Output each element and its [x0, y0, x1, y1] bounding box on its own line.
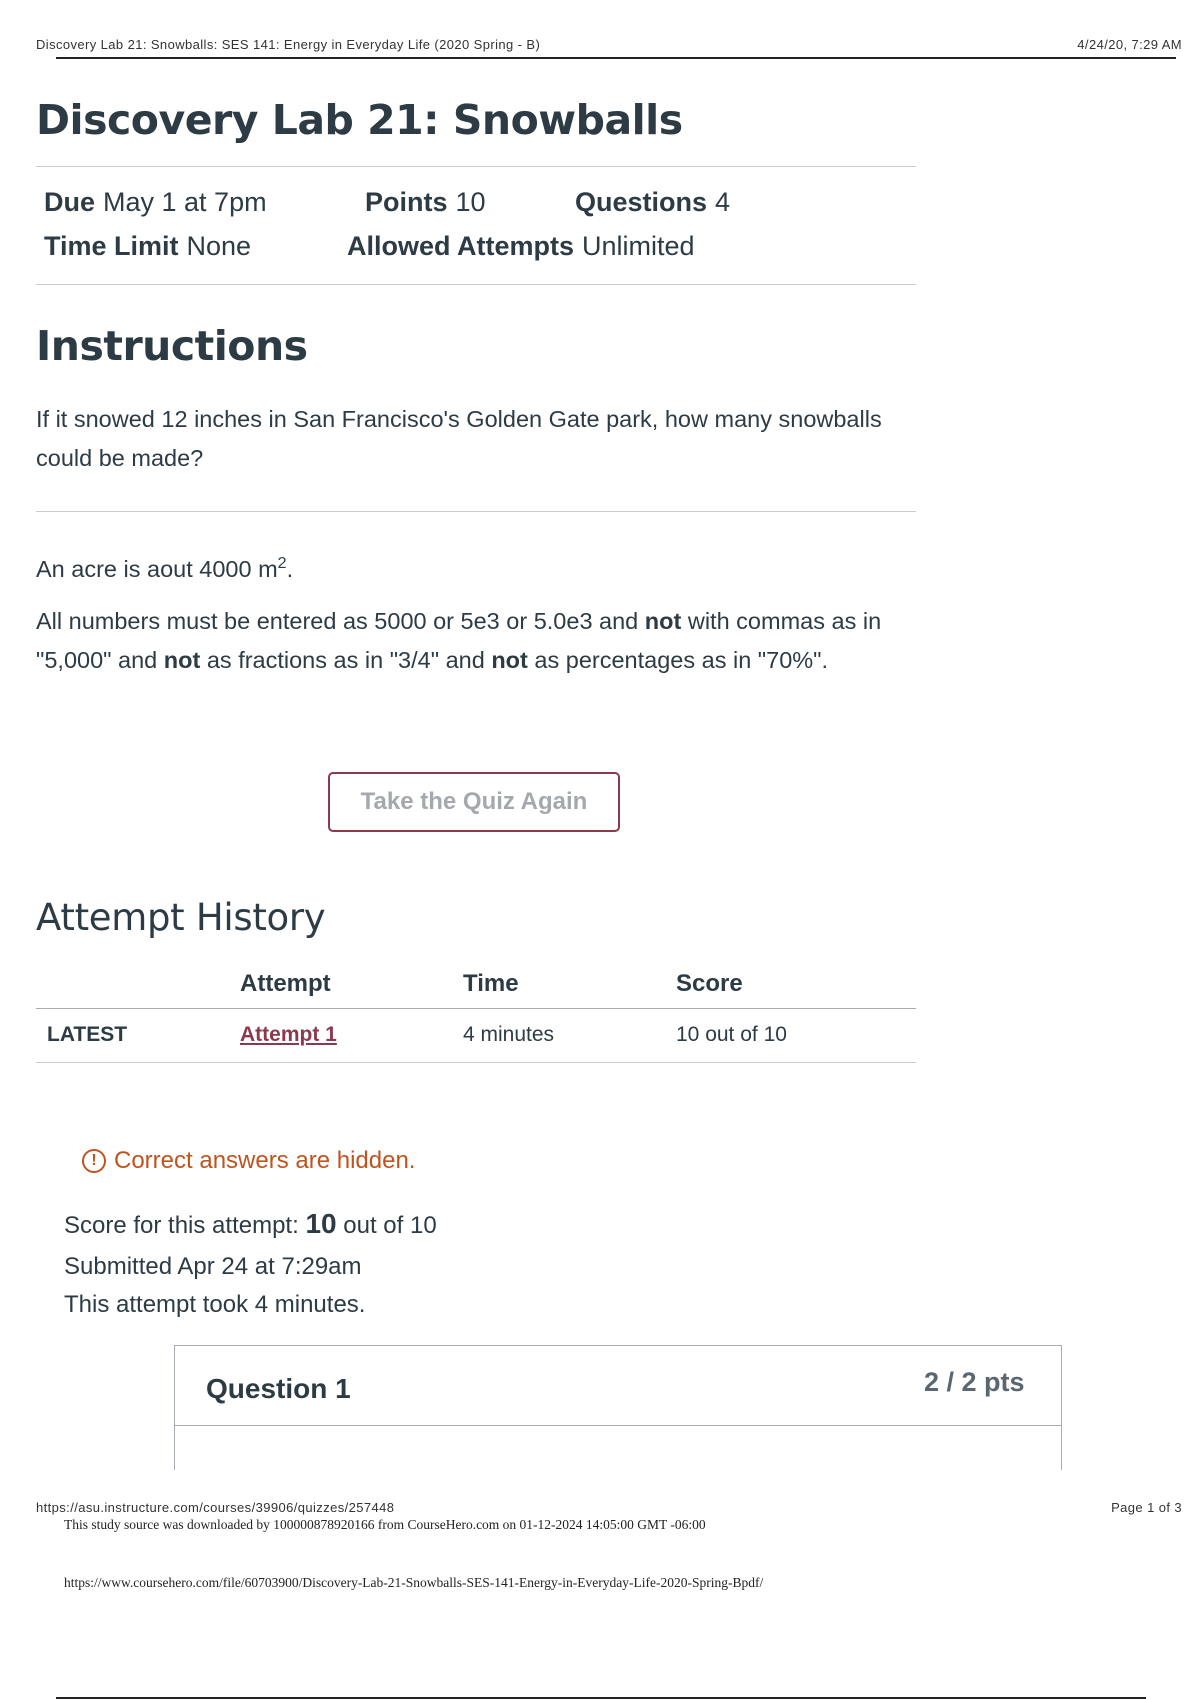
meta-questions-label: Questions: [575, 187, 708, 217]
table-row-rule: [36, 1062, 916, 1063]
print-footer-page: Page 1 of 3: [1111, 1500, 1182, 1515]
hidden-answers-notice: [82, 1147, 415, 1175]
meta-questions: [575, 187, 730, 218]
attempt-time: 4 minutes: [463, 1023, 555, 1046]
divider: [36, 511, 916, 512]
attempt-1-link[interactable]: Attempt 1: [240, 1023, 337, 1046]
meta-allowed-attempts-label: Allowed Attempts: [347, 231, 575, 261]
attempt-score-summary: [64, 1208, 437, 1240]
question-points: 2 / 2 pts: [924, 1367, 1025, 1397]
number-note-emphasis: not: [644, 608, 682, 634]
meta-points: [365, 187, 486, 218]
meta-time-limit-label: Time Limit: [44, 231, 179, 261]
meta-time-limit: [44, 231, 251, 262]
print-header-title: Discovery Lab 21: Snowballs: SES 141: Energy in Everyday Life (2020 Spring - B): [36, 37, 541, 52]
number-format-note: [36, 602, 916, 680]
meta-allowed-attempts-value: Unlimited: [582, 231, 695, 261]
print-footer-url: https://asu.instructure.com/courses/39906/quizzes/257448: [36, 1500, 395, 1515]
attempt-status-latest: LATEST: [47, 1023, 128, 1046]
attempt-score: 10 out of 10: [676, 1023, 787, 1046]
meta-allowed-attempts: [347, 231, 695, 262]
acre-note: [36, 544, 916, 589]
col-header-attempt: Attempt: [240, 970, 331, 997]
col-header-score: Score: [676, 970, 743, 997]
question-body-box: [174, 1426, 1062, 1470]
instructions-heading: Instructions: [36, 322, 308, 370]
source-url: https://www.coursehero.com/file/60703900/Discovery-Lab-21-Snowballs-SES-141-Energy-in-Everyday-Life-2020-Spring-Bpdf/: [64, 1575, 764, 1590]
divider: [36, 284, 916, 285]
acre-end: .: [286, 555, 294, 582]
number-note-emphasis: not: [163, 647, 201, 673]
question-title: Question 1: [206, 1373, 351, 1404]
meta-questions-value: 4: [715, 187, 731, 217]
meta-due-label: Due: [44, 187, 96, 217]
bottom-rule: [56, 1697, 1146, 1699]
download-note: This study source was downloaded by 100000878920166 from CourseHero.com on 01-12-2024 14:05:00 GMT -06:00: [64, 1517, 706, 1532]
number-note-part: with commas as in "5,000" and: [36, 608, 882, 673]
attempt-duration: This attempt took 4 minutes.: [64, 1291, 366, 1318]
meta-time-limit-value: None: [186, 231, 252, 261]
number-note-part: All numbers must be entered as 5000 or 5e3 or 5.0e3 and: [36, 608, 645, 634]
meta-points-value: 10: [455, 187, 486, 217]
page-title: Discovery Lab 21: Snowballs: [36, 96, 683, 144]
submitted-time: Submitted Apr 24 at 7:29am: [64, 1253, 362, 1280]
acre-text: An acre is aout 4000 m: [36, 555, 278, 582]
instructions-question: If it snowed 12 inches in San Francisco's Golden Gate park, how many snowballs could be made?: [36, 406, 882, 471]
score-value: 10: [305, 1208, 337, 1239]
number-note-part: as fractions as in "3/4" and: [200, 647, 492, 673]
meta-due: [44, 187, 267, 218]
print-header-rule: [56, 57, 1176, 59]
number-note-emphasis: not: [491, 647, 528, 673]
print-header-datetime: 4/24/20, 7:29 AM: [1077, 37, 1182, 52]
score-suffix: out of 10: [336, 1212, 437, 1239]
attempt-history-heading: Attempt History: [36, 896, 326, 939]
score-prefix: Score for this attempt:: [64, 1212, 306, 1239]
table-header-rule: [36, 1008, 916, 1009]
warning-icon: !: [82, 1149, 106, 1173]
divider: [36, 166, 916, 167]
hidden-answers-text: Correct answers are hidden.: [114, 1147, 416, 1174]
take-quiz-again-button[interactable]: Take the Quiz Again: [328, 772, 620, 832]
number-note-part: as percentages as in "70%".: [527, 647, 829, 673]
meta-points-label: Points: [365, 187, 448, 217]
col-header-time: Time: [463, 970, 519, 997]
meta-due-value: May 1 at 7pm: [103, 187, 267, 217]
acre-superscript: 2: [277, 555, 287, 572]
